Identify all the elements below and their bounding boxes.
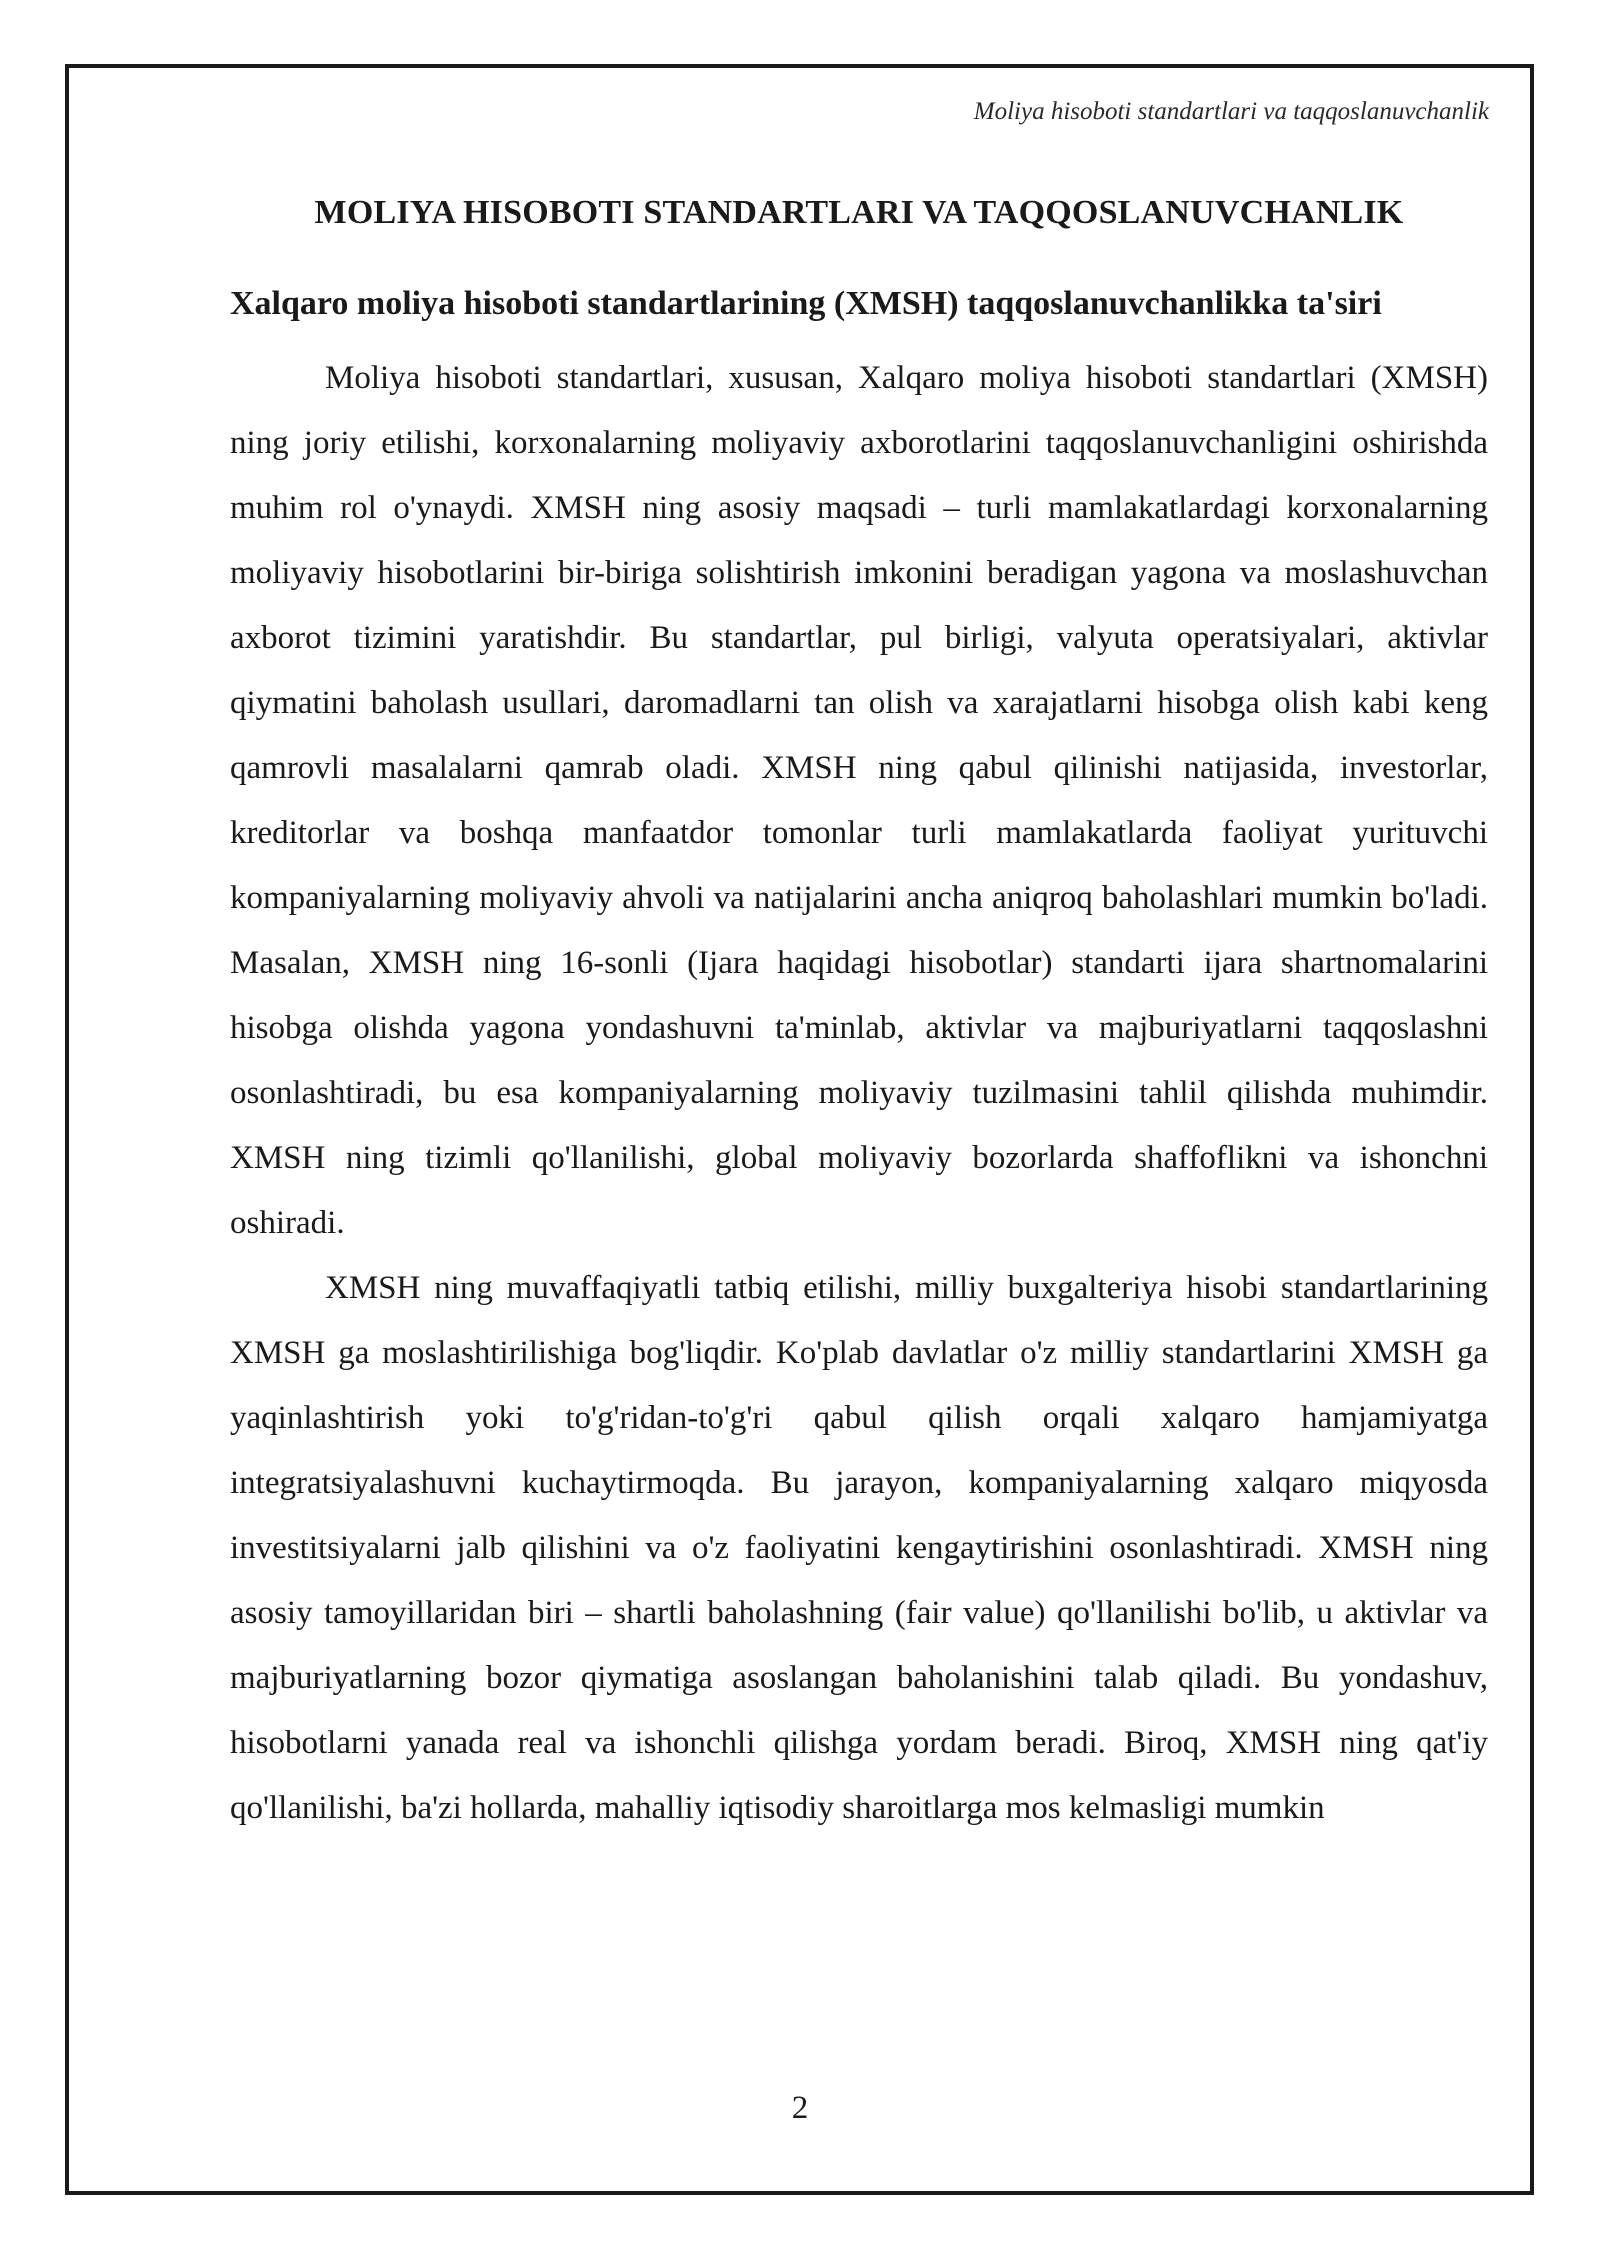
document-title: MOLIYA HISOBOTI STANDARTLARI VA TAQQOSLANUVCHANLIK [314,194,1404,231]
page-number: 2 [791,2090,809,2126]
body-paragraph-2: XMSH ning muvaffaqiyatli tatbiq etilishi, milliy buxgalteriya hisobi standartlarining XMSH ga moslashtirilishiga bog'liqdir. Ko'plab davlatlar o'z milliy standartlarini XMSH ga yaqinlashtirish yoki to'g'ridan-to'g'ri qabul qilish orqali xalqaro hamjamiyatga integratsiyalashuvni kuchaytirmoqda. Bu jarayon, kompaniyalarning xalqaro miqyosda investitsiyalarni jalb qilishini va o'z faoliyatini kengaytirishini osonlashtiradi. XMSH ning asosiy tamoyillaridan biri – shartli baholashning (fair value) qo'llanilishi bo'lib, u aktivlar va majburiyatlarning bozor qiymatiga asoslangan baholanishini talab qiladi. Bu yondashuv, hisobotlarni yanada real va ishonchli qilishga yordam beradi. Biroq, XMSH ning qat'iy qo'llanilishi, ba'zi hollarda, mahalliy iqtisodiy sharoitlarga mos kelmasligi mumkin [230,1270,1488,1826]
running-header: Moliya hisoboti standartlari va taqqoslanuvchanlik [973,98,1489,125]
body-paragraph-1: Moliya hisoboti standartlari, xususan, Xalqaro moliya hisoboti standartlari (XMSH) ning joriy etilishi, korxonalarning moliyaviy axborotlarini taqqoslanuvchanligini oshirishda muhim rol o'ynaydi. XMSH ning asosiy maqsadi – turli mamlakatlardagi korxonalarning moliyaviy hisobotlarini bir-biriga solishtirish imkonini beradigan yagona va moslashuvchan axborot tizimini yaratishdir. Bu standartlar, pul birligi, valyuta operatsiyalari, aktivlar qiymatini baholash usullari, daromadlarni tan olish va xarajatlarni hisobga olish kabi keng qamrovli masalalarni qamrab oladi. XMSH ning qabul qilinishi natijasida, investorlar, kreditorlar va boshqa manfaatdor tomonlar turli mamlakatlarda faoliyat yurituvchi kompaniyalarning moliyaviy ahvoli va natijalarini ancha aniqroq baholashlari mumkin bo'ladi. Masalan, XMSH ning 16-sonli (Ijara haqidagi hisobotlar) standarti ijara shartnomalarini hisobga olishda yagona yondashuvni ta'minlab, aktivlar va majburiyatlarni taqqoslashni osonlashtiradi, bu esa kompaniyalarning moliyaviy tuzilmasini tahlil qilishda muhimdir. XMSH ning tizimli qo'llanilishi, global moliyaviy bozorlarda shaffoflikni va ishonchni oshiradi. [230,360,1488,1241]
section-heading: Xalqaro moliya hisoboti standartlarining (XMSH) taqqoslanuvchanlikka ta'siri [230,285,1382,322]
page-content [230,185,1488,1841]
